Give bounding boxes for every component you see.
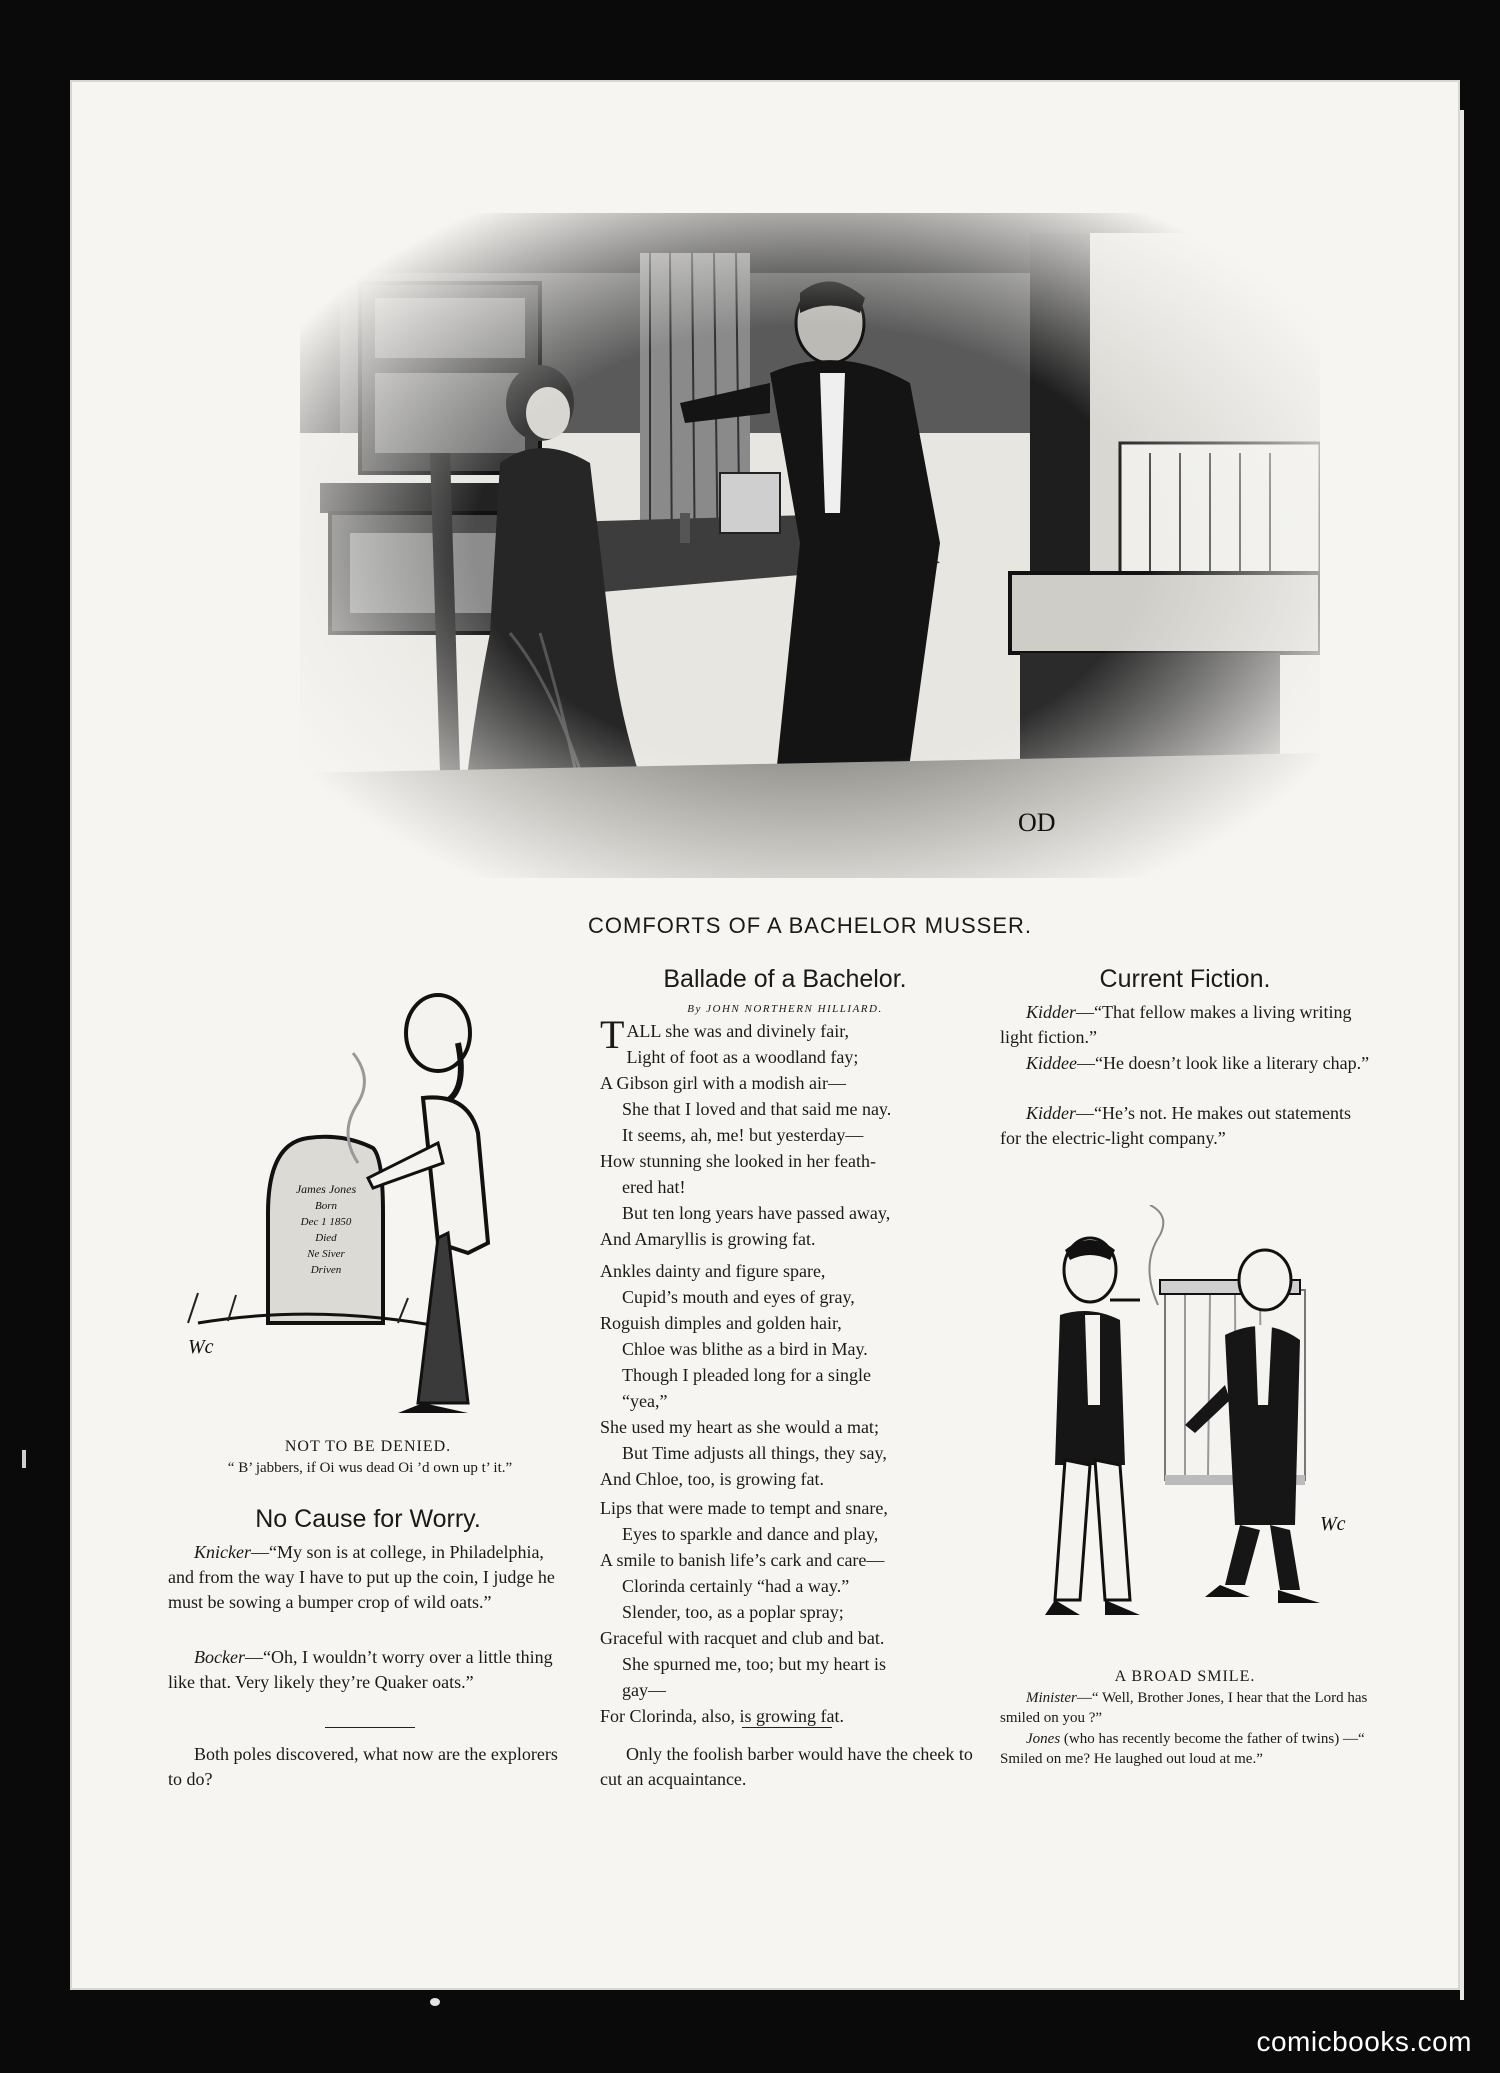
knicker-speaker: Knicker [194, 1542, 251, 1562]
kidder-text-1: —“That fellow makes a living writing light fiction.” [1000, 1002, 1352, 1047]
poem-line [600, 1200, 980, 1226]
bocker-speaker: Bocker [194, 1647, 245, 1667]
kidder-speaker-2: Kidder [1026, 1103, 1077, 1123]
poem-line [600, 1651, 980, 1677]
poem-line [600, 1226, 980, 1252]
minister-text: —“ Well, Brother Jones, I hear that the Lord has smiled on you ?” [1000, 1690, 1368, 1726]
kiddee-text: —“He doesn’t look like a literary chap.” [1077, 1053, 1370, 1073]
tomb-artist-mark: Wc [188, 1336, 214, 1358]
tomb-caption: NOT TO BE DENIED. [284, 1438, 452, 1455]
poem-line [600, 1044, 980, 1070]
kiddee-speaker: Kiddee [1026, 1053, 1077, 1073]
bocker-text: —“Oh, I wouldn’t worry over a little thing like that. Very likely they’re Quaker oats.” [168, 1647, 553, 1692]
broad-smile-illustration [1010, 1205, 1370, 1640]
divider-rule [325, 1727, 415, 1728]
poem-line-text: For Clorinda, also, is growing fat. [600, 1706, 844, 1726]
minister-speaker: Minister [1026, 1690, 1077, 1706]
poem-line-text: Chloe was blithe as a bird in May. [622, 1339, 868, 1359]
poem-line-text: A Gibson girl with a modish air— [600, 1073, 846, 1093]
knicker-paragraph [168, 1540, 573, 1615]
divider-rule [742, 1727, 832, 1728]
poem-line-text: She that I loved and that said me nay. [622, 1099, 892, 1119]
poem-line-text: Lips that were made to tempt and snare, [600, 1498, 888, 1518]
knicker-text: —“My son is at college, in Philadelphia, and from the way I have to put up the coin, I judge he must be sowing a bumper crop of wild oats.” [168, 1542, 555, 1612]
poem-line [600, 1388, 980, 1414]
poem-stanza-2 [600, 1258, 980, 1492]
poem-line [600, 1547, 980, 1573]
kiddee-paragraph [1000, 1051, 1370, 1076]
poem-line-text: Though I pleaded long for a single [622, 1365, 871, 1385]
tomb-quote: “ B’ jabbers, if Oi wus dead Oi ’d own up t’ it.” [227, 1460, 513, 1476]
poem-line-text: Ankles dainty and figure spare, [600, 1261, 826, 1281]
poem-line-text: She spurned me, too; but my heart is [622, 1654, 886, 1674]
bachelor-illustration [300, 213, 1320, 878]
poem-line-text: Eyes to sparkle and dance and play, [622, 1524, 879, 1544]
poem-line-text: It seems, ah, me! but yesterday— [622, 1125, 864, 1145]
poem-line [600, 1336, 980, 1362]
poem-line [600, 1122, 980, 1148]
jones-text: (who has recently become the father of twins) —“ Smiled on me? He laughed out loud at me.” [1000, 1731, 1365, 1767]
poem-line [600, 1414, 980, 1440]
poem-line-text: Roguish dimples and golden hair, [600, 1313, 842, 1333]
poem-stanza-3 [600, 1495, 980, 1729]
poem-line [600, 1258, 980, 1284]
poem-line-text: But ten long years have passed away, [622, 1203, 891, 1223]
poem-line [600, 1466, 980, 1492]
main-signature: OD [1018, 808, 1056, 837]
tombstone-line-3: Dec 1 1850 [300, 1216, 352, 1228]
poem-line [600, 1625, 980, 1651]
poem-line-text: She used my heart as she would a mat; [600, 1417, 879, 1437]
smile-artist-mark: Wc [1320, 1513, 1346, 1535]
poem-line-text: ALL she was and divinely fair, [626, 1021, 849, 1041]
poem-line-text: How stunning she looked in her feath- [600, 1151, 876, 1171]
tombstone-illustration [168, 983, 568, 1418]
minister-paragraph [1000, 1688, 1370, 1728]
poem-line [600, 1148, 980, 1174]
tombstone-line-1: James Jones [295, 1182, 357, 1196]
poem-line [600, 1096, 980, 1122]
jones-paragraph [1000, 1729, 1370, 1769]
poem-line [600, 1070, 980, 1096]
poem-line [600, 1284, 980, 1310]
poem-line-text: “yea,” [622, 1391, 668, 1411]
poem-line-text: ered hat! [622, 1177, 686, 1197]
smile-caption: A BROAD SMILE. [1114, 1668, 1256, 1685]
poem-line [600, 1495, 980, 1521]
poem-line-text: A smile to banish life’s cark and care— [600, 1550, 885, 1570]
jones-speaker: Jones [1026, 1731, 1061, 1747]
poem-line-text: And Amaryllis is growing fat. [600, 1229, 816, 1249]
poem-line-text: Slender, too, as a poplar spray; [622, 1602, 844, 1622]
no-cause-title: No Cause for Worry. [255, 1505, 481, 1533]
poem-stanza-1 [600, 1012, 980, 1252]
poem-line [600, 1677, 980, 1703]
current-fiction-title: Current Fiction. [1099, 965, 1271, 993]
poem-line [600, 1703, 980, 1729]
scan-mark [430, 1998, 440, 2006]
ballade-title: Ballade of a Bachelor. [663, 965, 907, 993]
poem-line-text: Light of foot as a woodland fay; [626, 1047, 859, 1067]
poem-line-text: But Time adjusts all things, they say, [622, 1443, 887, 1463]
poem-line [600, 1521, 980, 1547]
poem-line-text: Graceful with racquet and club and bat. [600, 1628, 885, 1648]
poem-line [600, 1310, 980, 1336]
kidder-speaker-1: Kidder [1026, 1002, 1077, 1022]
poem-line [600, 1440, 980, 1466]
kidder-text-2: —“He’s not. He makes out statements for the electric-light company.” [1000, 1103, 1351, 1148]
poem-line [600, 1599, 980, 1625]
poem-line-text: Clorinda certainly “had a way.” [622, 1576, 850, 1596]
tombstone-line-5: Ne Siver [307, 1248, 345, 1260]
poem-line-text: Cupid’s mouth and eyes of gray, [622, 1287, 855, 1307]
poem-line-text: And Chloe, too, is growing fat. [600, 1469, 824, 1489]
site-watermark: comicbooks.com [1256, 2026, 1472, 2057]
poem-line-text: gay— [622, 1680, 666, 1700]
poem-line [600, 1362, 980, 1388]
barber-paragraph: Only the foolish barber would have the cheek to cut an acquaintance. [600, 1744, 973, 1789]
poem-line [600, 1174, 980, 1200]
page-edge [1460, 110, 1464, 2000]
tombstone-line-6: Driven [310, 1264, 342, 1276]
poles-paragraph: Both poles discovered, what now are the explorers to do? [168, 1744, 558, 1789]
poem-line [600, 1573, 980, 1599]
kidder-paragraph-1 [1000, 1000, 1370, 1050]
drop-cap: T [600, 1012, 625, 1057]
tombstone-line-4: Died [315, 1232, 337, 1244]
tombstone-line-2: Born [315, 1200, 337, 1212]
kidder-paragraph-2 [1000, 1101, 1370, 1151]
ballade-byline: By JOHN NORTHERN HILLIARD. [687, 1003, 883, 1015]
bocker-paragraph [168, 1645, 573, 1695]
binding-mark [22, 1450, 26, 1468]
main-caption: COMFORTS OF A BACHELOR MUSSER. [588, 913, 1032, 938]
